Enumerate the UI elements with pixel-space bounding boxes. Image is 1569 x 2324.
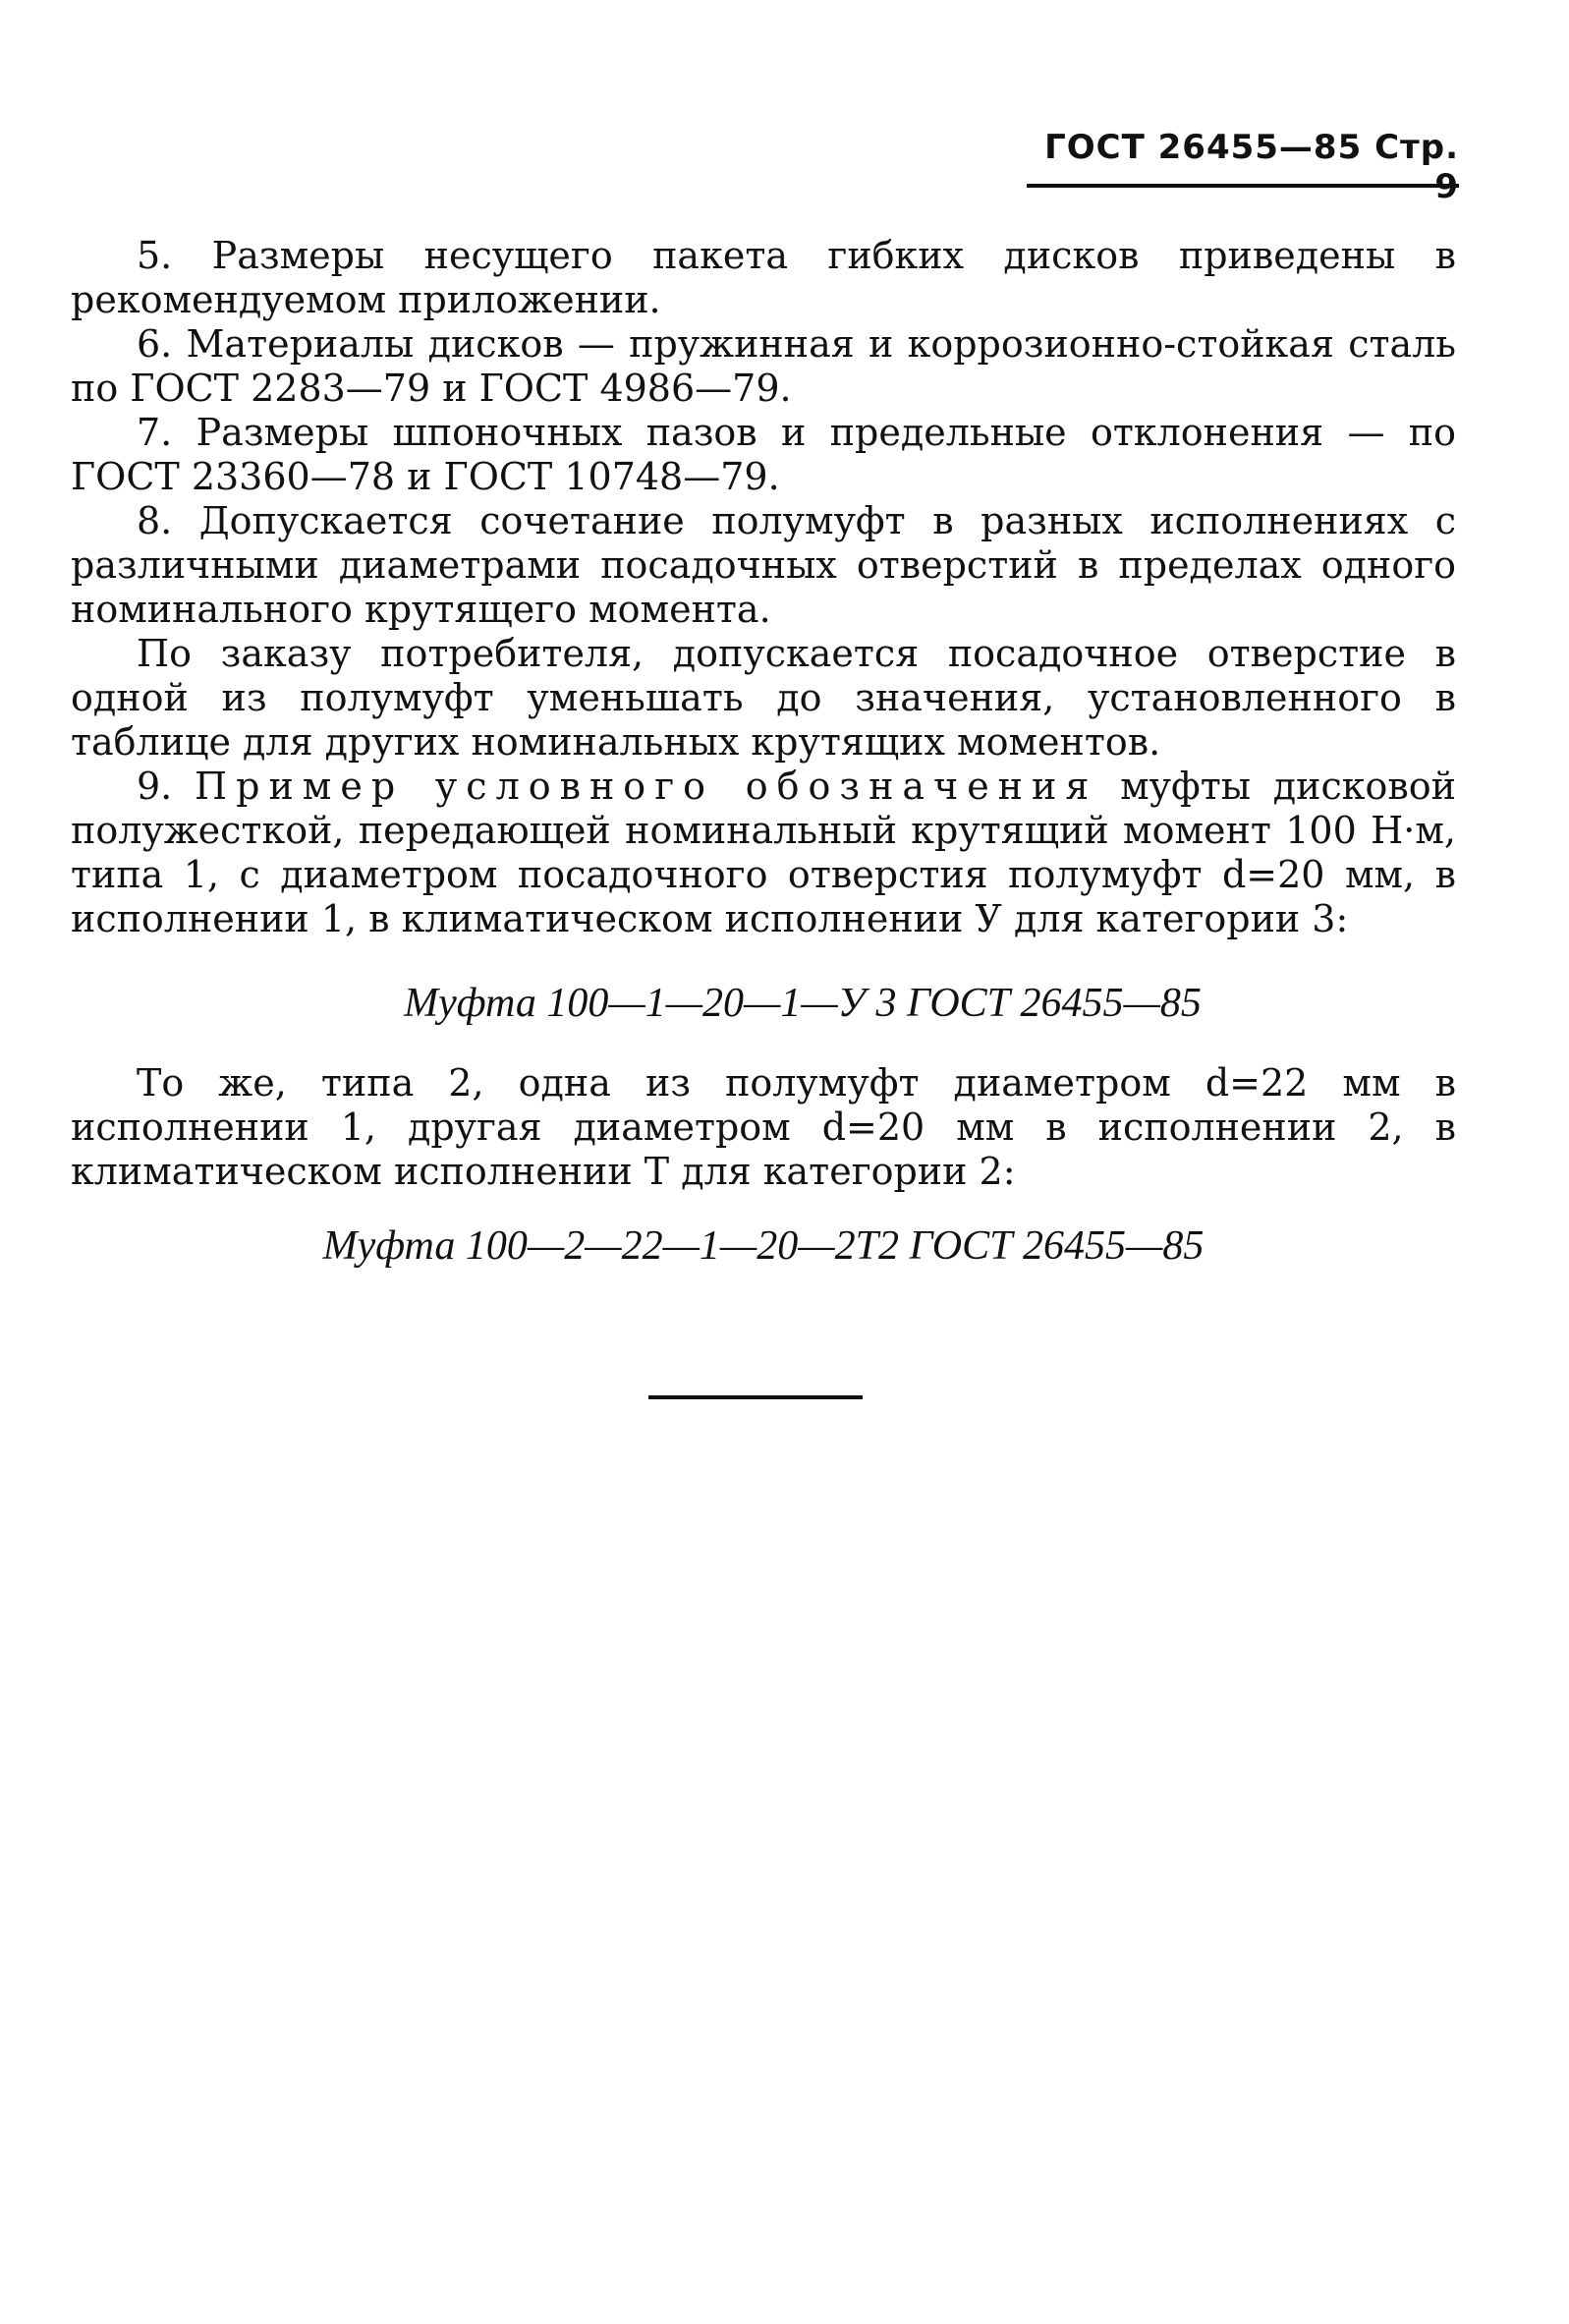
paragraph-9-number: 9. [137,765,196,808]
paragraph-6: 6. Материалы дисков — пружинная и коррозионно-стойкая сталь по ГОСТ 2283—79 и ГОСТ 4986—79. [71,322,1456,410]
page-header: ГОСТ 26455—85 Стр. [1044,128,1459,167]
paragraph-8-continuation: По заказу потребителя, допускается посадочное отверстие в одной из полумуфт уменьшать до значения, установленного в таблице для других номинальных крутящих моментов. [71,632,1456,764]
paragraph-5: 5. Размеры несущего пакета гибких дисков приведены в рекомендуемом приложении. [71,234,1456,321]
header-rule [1027,184,1459,188]
paragraph-9-text: муфты дисковой полужесткой, передающей номинальный крутящий момент 100 Н·м, типа 1, с диаметром посадочного отверстия полумуфт d=20 мм, в исполнении 1, в климатическом исполнении У для категории 3: [71,765,1456,940]
paragraph-example-2: То же, типа 2, одна из полумуфт диаметром d=22 мм в исполнении 1, другая диаметром d=20 мм в исполнении 2, в климатическом исполнении Т для категории 2: [71,1061,1456,1193]
document-body [71,234,1456,1271]
designation-example-2: Муфта 100—2—22—1—20—2Т2 ГОСТ 26455—85 [322,1223,1205,1269]
paragraph-7: 7. Размеры шпоночных пазов и предельные отклонения — по ГОСТ 23360—78 и ГОСТ 10748—79. [71,411,1456,498]
designation-example-1: Муфта 100—1—20—1—У 3 ГОСТ 26455—85 [404,981,1202,1026]
paragraph-9 [71,765,1456,941]
paragraph-8: 8. Допускается сочетание полумуфт в разных исполнениях с различными диаметрами посадочных отверстий в пределах одного номинального крутящего момента. [71,499,1456,631]
end-rule [648,1395,863,1399]
paragraph-9-term: Пример условного обозначения [195,765,1098,808]
